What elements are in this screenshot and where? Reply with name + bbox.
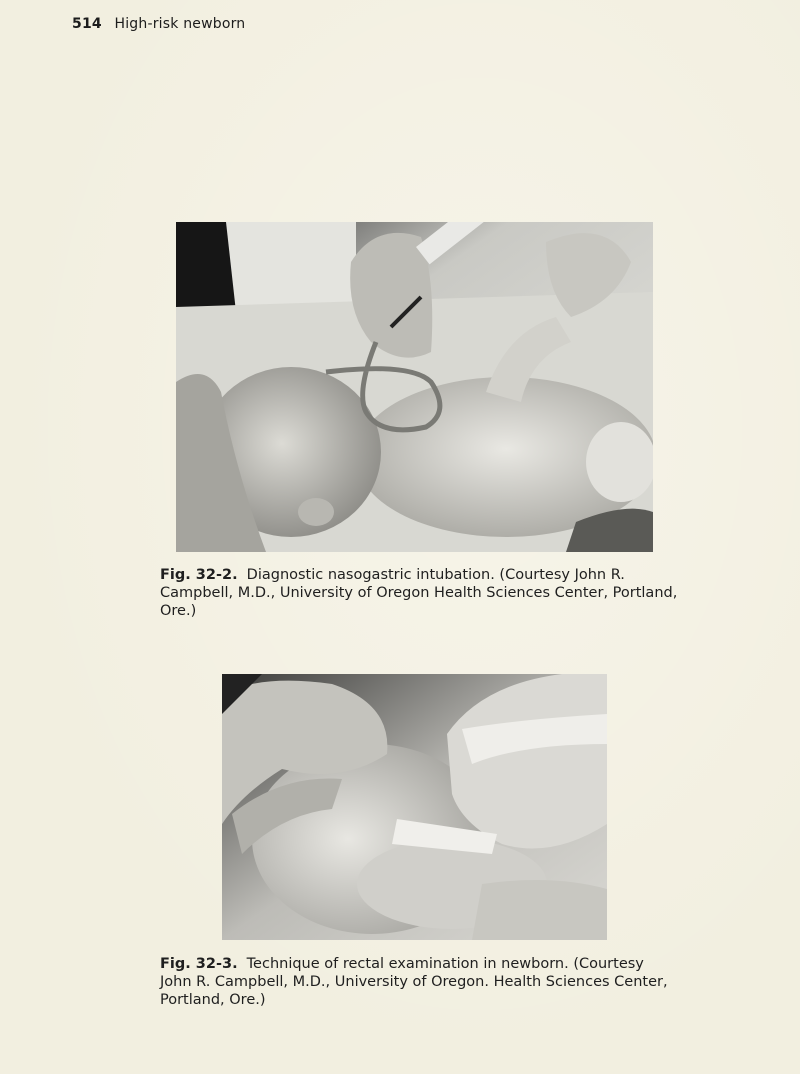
figure-label: Fig. 32-3. [160, 956, 243, 972]
figure-caption-text: Diagnostic nasogastric intubation. (Courtesy John R. Campbell, M.D., University of Oregon Health Sciences Center, Portland, Ore.) [160, 567, 678, 619]
photo-illustration [222, 674, 607, 940]
photo-illustration [176, 222, 653, 552]
figure-caption [160, 566, 680, 620]
figure-caption [160, 955, 680, 1009]
newborn-nasogastric-tube-photo [176, 222, 653, 552]
rectal-examination-photo [222, 674, 607, 940]
figure-caption-text: Technique of rectal examination in newborn. (Courtesy John R. Campbell, M.D., University of Oregon. Health Sciences Center, Portland, Ore.) [160, 956, 668, 1008]
running-head-title: High-risk newborn [114, 16, 246, 32]
page-number: 514 [72, 16, 102, 32]
running-head [72, 16, 245, 32]
figure-label: Fig. 32-2. [160, 567, 243, 583]
